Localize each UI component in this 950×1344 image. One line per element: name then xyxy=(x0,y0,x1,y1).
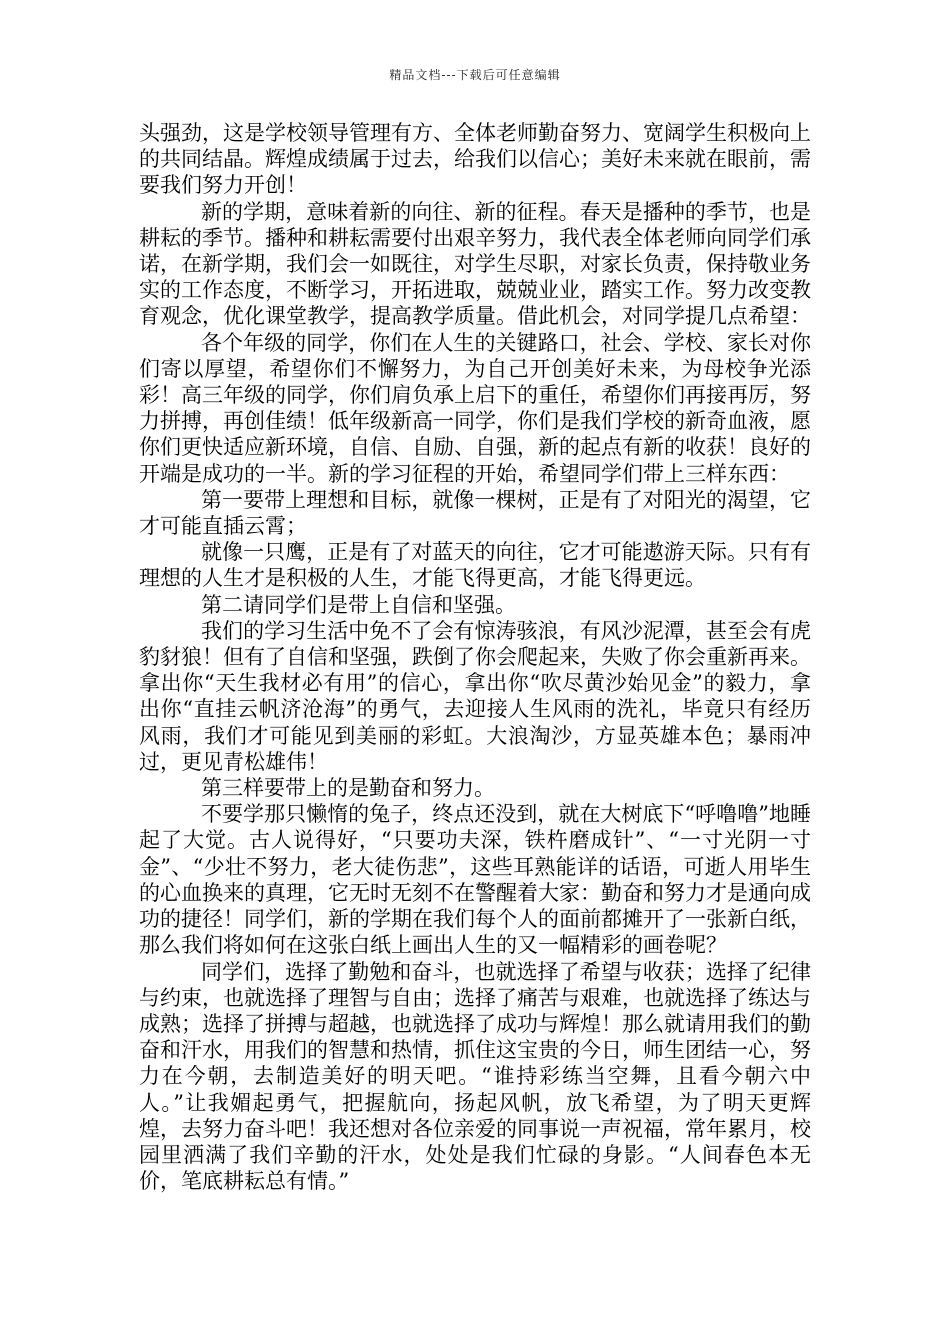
paragraph: 新的学期，意味着新的向往、新的征程。春天是播种的季节，也是耕耘的季节。播种和耕耘需要付出艰辛努力，我代表全体老师向同学们承诺，在新学期，我们会一如既往，对学生尽职，对家长负责，保持敬业务实的工作态度，不断学习，开拓进取，兢兢业业，踏实工作。努力改变教育观念，优化课堂教学，提高教学质量。借此机会，对同学提几点希望： xyxy=(139,199,811,329)
paragraph: 我们的学习生活中免不了会有惊涛骇浪，有风沙泥潭，甚至会有虎豹豺狼！但有了自信和坚强，跌倒了你会爬起来，失败了你会重新再来。拿出你“天生我材必有用”的信心，拿出你“吹尽黄沙始见金”的毅力，拿出你“直挂云帆济沧海”的勇气，去迎接人生风雨的洗礼，毕竟只有经历风雨，我们才可能见到美丽的彩虹。大浪淘沙，方显英雄本色；暴雨冲过，更见青松雄伟！ xyxy=(139,618,811,774)
paragraph: 第二请同学们是带上自信和坚强。 xyxy=(201,592,516,617)
document-body xyxy=(139,120,811,1194)
paragraph: 同学们，选择了勤勉和奋斗，也就选择了希望与收获；选择了纪律与约束，也就选择了理智与自由；选择了痛苦与艰难，也就选择了练达与成熟；选择了拼搏与超越，也就选择了成功与辉煌！那么就请用我们的勤奋和汗水，用我们的智慧和热情，抓住这宝贵的今日，师生团结一心，努力在今朝，去制造美好的明天吧。“谁持彩练当空舞，且看今朝六中人。”让我媚起勇气，把握航向，扬起风帆，放飞希望，为了明天更辉煌，去努力奋斗吧！我还想对各位亲爱的同事说一声祝福，常年累月，校园里洒满了我们辛勤的汗水，处处是我们忙碌的身影。“人间春色本无价，笔底耕耘总有情。” xyxy=(139,959,811,1194)
paragraph: 头强劲，这是学校领导管理有方、全体老师勤奋努力、宽阔学生积极向上的共同结晶。辉煌成绩属于过去，给我们以信心；美好未来就在眼前，需要我们努力开创！ xyxy=(139,121,811,198)
page-header: 精品文档---下载后可任意编辑 xyxy=(389,68,561,82)
paragraph: 不要学那只懒惰的兔子，终点还没到，就在大树底下“呼噜噜”地睡起了大觉。古人说得好，“只要功夫深，铁杵磨成针”、“一寸光阴一寸金”、“少壮不努力，老大徒伤悲”，这些耳熟能详的话语，可逝人用毕生的心血换来的真理，它无时无刻不在警醒着大家：勤奋和努力才是通向成功的捷径！同学们，新的学期在我们每个人的面前都摊开了一张新白纸，那么我们将如何在这张白纸上画出人生的又一幅精彩的画卷呢？ xyxy=(139,802,811,958)
paragraph: 就像一只鹰，正是有了对蓝天的向往，它才可能遨游天际。只有有理想的人生才是积极的人生，才能飞得更高，才能飞得更远。 xyxy=(139,540,811,591)
paragraph: 各个年级的同学，你们在人生的关键路口，社会、学校、家长对你们寄以厚望，希望你们不懈努力，为自己开创美好未来，为母校争光添彩！高三年级的同学，你们肩负承上启下的重任，希望你们再接再厉，努力拼搏，再创佳绩！低年级新高一同学，你们是我们学校的新奇血液，愿你们更快适应新环境，自信、自励、自强，新的起点有新的收获！良好的开端是成功的一半。新的学习征程的开始，希望同学们带上三样东西： xyxy=(139,330,811,486)
paragraph: 第一要带上理想和目标，就像一棵树，正是有了对阳光的渴望，它才可能直插云霄； xyxy=(139,487,811,539)
paragraph: 第三样要带上的是勤奋和努力。 xyxy=(201,776,495,801)
